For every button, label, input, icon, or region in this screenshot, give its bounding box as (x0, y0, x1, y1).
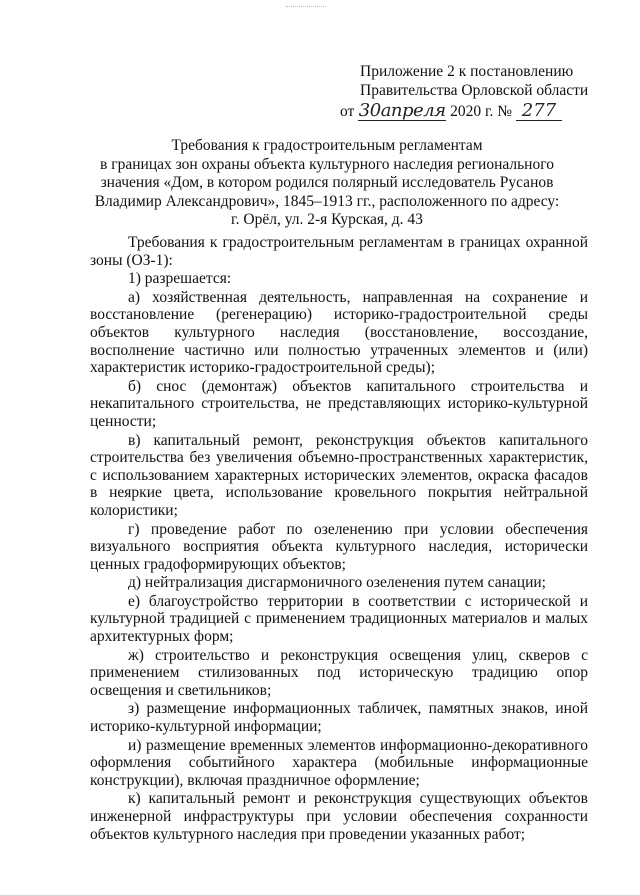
title-line: Владимир Александрович», 1845–1913 гг., расположенного по адресу: (94, 192, 560, 210)
from-label: от (340, 103, 355, 120)
paragraph-item-z: з) размещение информационных табличек, памятных знаков, иной историко-культурной информации; (90, 700, 588, 736)
appendix-header (340, 62, 590, 121)
appendix-line-2: Правительства Орловской области (360, 82, 589, 99)
document-title (92, 137, 562, 230)
handwritten-number: 277 (516, 102, 562, 121)
paragraph-intro: Требования к градостроительным регламентам в границах охранной зоны (ОЗ-1): (90, 234, 588, 269)
paragraph-item-v: в) капитальный ремонт, реконструкция объектов капитального строительства без увеличения объемно-пространственных характеристик, с использованием характерных исторических элементов, окраска фасадов в неяркие цвета, использование кровельного покрытия нейтральной колористики; (90, 431, 588, 519)
paragraph-item-1: 1) разрешается: (128, 270, 232, 288)
title-line: значения «Дом, в котором родился полярный исследователь Русанов (100, 174, 554, 191)
year-number-label: 2020 г. № (450, 103, 513, 120)
title-line: Требования к градостроительным регламентам (171, 137, 483, 154)
paragraph-item-zh: ж) строительство и реконструкция освещения улиц, скверов с применением стилизованных под историческую традицию опор освещения и светильников; (90, 646, 588, 699)
paragraph-item-k: к) капитальный ремонт и реконструкция существующих объектов инженерной инфраструктуры при условии обеспечения сохранности объектов культурного наследия при проведении указанных работ; (90, 790, 588, 843)
scan-artifact (286, 6, 326, 10)
appendix-line-1: Приложение 2 к постановлению (360, 63, 574, 80)
paragraph-item-d: д) нейтрализация дисгармоничного озеленения путем санации; (128, 574, 546, 592)
appendix-date-line (340, 102, 590, 121)
title-line: г. Орёл, ул. 2-я Курская, д. 43 (231, 211, 423, 228)
paragraph-item-b: б) снос (демонтаж) объектов капитального строительства и некапитального строительства, не представляющих историко-культурной ценности; (90, 377, 588, 430)
title-line: в границах зон охраны объекта культурного наследия регионального (100, 155, 554, 173)
paragraph-item-g: г) проведение работ по озеленению при условии обеспечения визуального восприятия объекта культурного наследия, исторически ценных градоформирующих объектов; (90, 520, 588, 573)
paragraph-item-a: а) хозяйственная деятельность, направленная на сохранение и восстановление (регенерацию) историко-градостроительной среды объектов культурного наследия (восстановление, воссоздание, восполнение частично или полностью утраченных элементов и (или) характеристик историко-градостроительной среды); (90, 288, 588, 377)
paragraph-item-i: и) размещение временных элементов информационно-декоративного оформления событийного характера (мобильные информационные конструкции), включая праздничное оформление; (90, 736, 588, 789)
paragraph-item-e: е) благоустройство территории в соответствии с исторической и культурной традицией с применением традиционных материалов и малых архитектурных форм; (90, 592, 588, 646)
handwritten-date: 30апреля (358, 100, 446, 121)
document-body (90, 234, 588, 843)
